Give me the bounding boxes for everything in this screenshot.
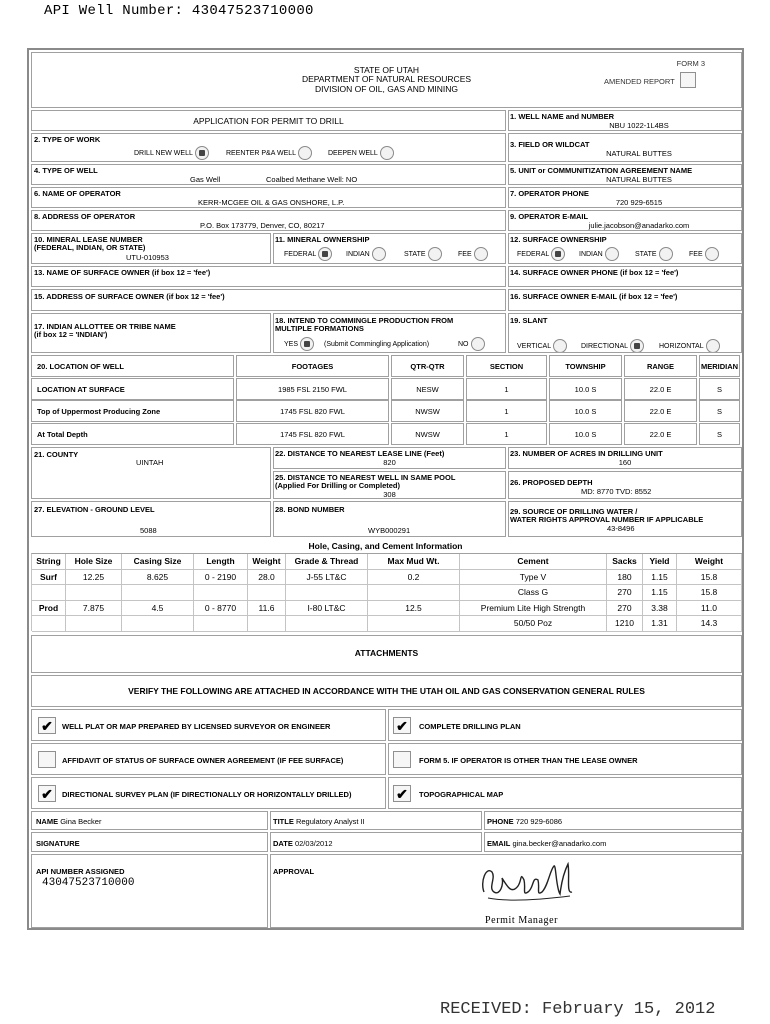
field-18-label-1: 18. INTEND TO COMMINGLE PRODUCTION FROM xyxy=(275,316,454,325)
lease-line-distance-value: 820 xyxy=(383,458,396,467)
field-27-label: 27. ELEVATION - GROUND LEVEL xyxy=(34,505,155,514)
attachment-1-label: WELL PLAT OR MAP PREPARED BY LICENSED SURVEYOR OR ENGINEER xyxy=(62,722,331,731)
reenter-label: REENTER P&A WELL xyxy=(226,149,297,157)
field-13-box xyxy=(31,266,506,287)
field-23-label: 23. NUMBER OF ACRES IN DRILLING UNIT xyxy=(510,449,663,458)
casing-cell: 15.8 xyxy=(677,585,742,601)
approval-label: APPROVAL xyxy=(273,867,315,876)
field-26-label: 26. PROPOSED DEPTH xyxy=(510,478,593,487)
location-header-cell: TOWNSHIP xyxy=(549,355,622,377)
casing-cell: 11.6 xyxy=(248,601,286,617)
email-label: EMAIL xyxy=(487,839,511,848)
signature-label: SIGNATURE xyxy=(36,839,80,848)
field-29-box xyxy=(508,501,742,537)
field-17-box xyxy=(31,313,271,353)
location-cell: 22.0 E xyxy=(624,423,697,445)
location-cell: LOCATION AT SURFACE xyxy=(31,378,234,400)
casing-cell: 1210 xyxy=(607,616,643,632)
drill-new-well-label: DRILL NEW WELL xyxy=(134,149,193,157)
elevation-value: 5088 xyxy=(140,526,157,535)
field-21-box xyxy=(31,447,271,499)
field-value: NATURAL BUTTES xyxy=(606,149,672,158)
field-3-label: 3. FIELD OR WILDCAT xyxy=(510,140,590,149)
attachment-5-checkbox[interactable]: ✔ xyxy=(38,785,56,802)
casing-cell: J-55 LT&C xyxy=(286,570,368,586)
casing-cell xyxy=(286,585,368,601)
casing-cell: 270 xyxy=(607,585,643,601)
attachment-5-label: DIRECTIONAL SURVEY PLAN (IF DIRECTIONALLY OR HORIZONTALLY DRILLED) xyxy=(62,790,352,799)
casing-row xyxy=(32,616,742,632)
field-2-box xyxy=(31,133,506,162)
field-19-box xyxy=(508,313,742,353)
form-3-frame xyxy=(27,48,744,930)
slant-horizontal-radio[interactable] xyxy=(706,339,720,353)
field-9-box xyxy=(508,210,742,231)
location-cell: 22.0 E xyxy=(624,378,697,400)
unit-value: NATURAL BUTTES xyxy=(606,175,672,184)
location-cell: 10.0 S xyxy=(549,400,622,422)
attachment-4-checkbox[interactable] xyxy=(393,751,411,768)
slant-directional-radio[interactable] xyxy=(630,339,644,353)
field-8-label: 8. ADDRESS OF OPERATOR xyxy=(34,212,136,221)
location-cell: 1 xyxy=(466,423,547,445)
casing-header-cell: Hole Size xyxy=(66,554,122,570)
location-cell: NESW xyxy=(391,378,464,400)
application-title: APPLICATION FOR PERMIT TO DRILL xyxy=(193,116,344,126)
location-row xyxy=(31,378,742,400)
mineral-fee-label: FEE xyxy=(458,250,472,258)
field-8-box xyxy=(31,210,506,231)
casing-header-cell: String xyxy=(32,554,66,570)
well-name-value: NBU 1022-1L4BS xyxy=(609,121,669,130)
water-rights-value: 43-8496 xyxy=(607,524,635,533)
casing-cell xyxy=(194,585,248,601)
field-1-label: 1. WELL NAME and NUMBER xyxy=(510,112,615,121)
surface-fee-label: FEE xyxy=(689,250,703,258)
operator-email-value: julie.jacobson@anadarko.com xyxy=(588,221,690,230)
casing-cell: 12.5 xyxy=(368,601,460,617)
date-value: 02/03/2012 xyxy=(294,839,333,848)
location-cell: NWSW xyxy=(391,400,464,422)
application-title-box xyxy=(31,110,506,131)
casing-cell xyxy=(66,585,122,601)
attachment-3-box xyxy=(31,743,386,775)
title-value: Regulatory Analyst II xyxy=(295,817,365,826)
nearest-well-distance-value: 308 xyxy=(383,490,396,499)
field-22-label: 22. DISTANCE TO NEAREST LEASE LINE (Feet) xyxy=(275,449,445,458)
field-26-box xyxy=(508,471,742,499)
mineral-federal-label: FEDERAL xyxy=(284,250,317,258)
field-25-label-1: 25. DISTANCE TO NEAREST WELL IN SAME POOL xyxy=(275,473,456,482)
casing-cell: 14.3 xyxy=(677,616,742,632)
field-6-label: 6. NAME OF OPERATOR xyxy=(34,189,121,198)
location-cell: 22.0 E xyxy=(624,400,697,422)
field-4-label: 4. TYPE OF WELL xyxy=(34,166,98,175)
date-box xyxy=(270,832,482,852)
field-11-box xyxy=(273,233,506,264)
field-6-box xyxy=(31,187,506,208)
attachment-6-checkbox[interactable]: ✔ xyxy=(393,785,411,802)
name-label: NAME xyxy=(36,817,59,826)
field-19-label: 19. SLANT xyxy=(510,316,548,325)
field-18-box xyxy=(273,313,506,353)
attachment-2-box xyxy=(388,709,742,741)
field-10-label-2: (FEDERAL, INDIAN, OR STATE) xyxy=(34,243,146,252)
title-label: TITLE xyxy=(273,817,294,826)
mineral-indian-label: INDIAN xyxy=(346,250,370,258)
casing-cell: 0 - 8770 xyxy=(194,601,248,617)
casing-header-cell: Weight xyxy=(677,554,742,570)
field-1-box xyxy=(508,110,742,131)
attachment-6-box xyxy=(388,777,742,809)
location-cell: S xyxy=(699,378,740,400)
api-assigned-box xyxy=(31,854,268,928)
location-cell: 1 xyxy=(466,400,547,422)
attachments-title-box xyxy=(31,635,742,673)
location-header-cell: 20. LOCATION OF WELL xyxy=(31,355,234,377)
attachment-1-checkbox[interactable]: ✔ xyxy=(38,717,56,734)
date-label: DATE xyxy=(273,839,293,848)
field-17-label-2: (if box 12 = 'INDIAN') xyxy=(34,330,108,339)
title-block xyxy=(31,52,742,108)
attachment-2-label: COMPLETE DRILLING PLAN xyxy=(419,722,521,731)
field-5-box xyxy=(508,164,742,185)
location-header-cell: QTR-QTR xyxy=(391,355,464,377)
name-box xyxy=(31,811,268,830)
county-value: UINTAH xyxy=(136,458,164,467)
casing-cell xyxy=(368,616,460,632)
api-assigned-value: 43047523710000 xyxy=(42,877,135,889)
field-9-label: 9. OPERATOR E-MAIL xyxy=(510,212,589,221)
commingle-yes-radio[interactable] xyxy=(300,337,314,351)
mineral-federal-radio[interactable] xyxy=(318,247,332,261)
casing-cell xyxy=(248,616,286,632)
surface-indian-label: INDIAN xyxy=(579,250,603,258)
received-stamp: RECEIVED: February 15, 2012 xyxy=(440,1000,716,1019)
casing-cell: Prod xyxy=(32,601,66,617)
field-16-box xyxy=(508,289,742,311)
field-4-box xyxy=(31,164,506,185)
casing-cell xyxy=(66,616,122,632)
field-27-box xyxy=(31,501,271,537)
reenter-radio[interactable] xyxy=(298,146,312,160)
field-3-box xyxy=(508,133,742,162)
field-29-label-1: 29. SOURCE OF DRILLING WATER / xyxy=(510,507,638,516)
permit-manager-label: Permit Manager xyxy=(485,915,559,926)
attachment-6-label: TOPOGRAPHICAL MAP xyxy=(419,790,504,799)
mineral-state-radio[interactable] xyxy=(428,247,442,261)
lease-number-value: UTU-010953 xyxy=(126,253,169,262)
casing-header-cell: Weight xyxy=(248,554,286,570)
casing-cell: 12.25 xyxy=(66,570,122,586)
casing-header-row xyxy=(32,554,742,570)
casing-cell xyxy=(122,585,194,601)
attachment-3-checkbox[interactable] xyxy=(38,751,56,768)
name-value: Gina Becker xyxy=(60,817,102,826)
field-23-box xyxy=(508,447,742,469)
surface-fee-radio[interactable] xyxy=(705,247,719,261)
location-cell: NWSW xyxy=(391,423,464,445)
casing-cell: 1.15 xyxy=(643,570,677,586)
casing-title: Hole, Casing, and Cement Information xyxy=(308,541,463,551)
casing-cell: 1.31 xyxy=(643,616,677,632)
operator-value: KERR-MCGEE OIL & GAS ONSHORE, L.P. xyxy=(198,198,345,207)
verify-statement: VERIFY THE FOLLOWING ARE ATTACHED IN ACCORDANCE WITH THE UTAH OIL AND GAS CONSERVATION GENERAL RULES xyxy=(128,686,645,696)
casing-header-cell: Sacks xyxy=(607,554,643,570)
phone-box xyxy=(484,811,742,830)
api-assigned-label: API NUMBER ASSIGNED xyxy=(36,867,125,876)
location-row xyxy=(31,423,742,445)
commingle-no-label: NO xyxy=(458,340,469,348)
casing-cell: Class G xyxy=(460,585,607,601)
signature-box xyxy=(31,832,268,852)
operator-phone-value: 720 929-6515 xyxy=(615,198,663,207)
surface-federal-label: FEDERAL xyxy=(517,250,550,258)
slant-vertical-label: VERTICAL xyxy=(517,342,552,350)
acres-value: 160 xyxy=(618,458,632,467)
location-cell: 10.0 S xyxy=(549,423,622,445)
field-12-label: 12. SURFACE OWNERSHIP xyxy=(510,235,607,244)
location-cell: Top of Uppermost Producing Zone xyxy=(31,400,234,422)
field-21-label: 21. COUNTY xyxy=(34,450,79,459)
casing-cell: 270 xyxy=(607,601,643,617)
location-header-cell: FOOTAGES xyxy=(236,355,389,377)
form-number: FORM 3 xyxy=(676,59,705,68)
location-cell: 1 xyxy=(466,378,547,400)
casing-cell xyxy=(32,585,66,601)
state-title: STATE OF UTAH xyxy=(353,65,420,75)
casing-cell: Premium Lite High Strength xyxy=(460,601,607,617)
field-14-label: 14. SURFACE OWNER PHONE (if box 12 = 'fee') xyxy=(510,268,679,277)
surface-indian-radio[interactable] xyxy=(605,247,619,261)
field-18-label-2: MULTIPLE FORMATIONS xyxy=(275,324,364,333)
casing-cell: 180 xyxy=(607,570,643,586)
attachment-4-box xyxy=(388,743,742,775)
mineral-state-label: STATE xyxy=(404,250,426,258)
approval-signature-image xyxy=(478,858,578,908)
attachments-title: ATTACHMENTS xyxy=(354,648,419,658)
casing-cell: 0 - 2190 xyxy=(194,570,248,586)
casing-row xyxy=(32,570,742,586)
field-12-box xyxy=(508,233,742,264)
location-header-row xyxy=(31,355,742,377)
field-25-box xyxy=(273,471,506,499)
casing-cell: I-80 LT&C xyxy=(286,601,368,617)
location-row xyxy=(31,400,742,422)
location-cell: 10.0 S xyxy=(549,378,622,400)
attachment-1-box xyxy=(31,709,386,741)
location-cell: 1745 FSL 820 FWL xyxy=(236,400,389,422)
amended-report-label: AMENDED REPORT xyxy=(604,77,675,86)
email-box xyxy=(484,832,742,852)
field-15-box xyxy=(31,289,506,311)
bond-number-value: WYB000291 xyxy=(368,526,411,535)
casing-header-cell: Cement xyxy=(460,554,607,570)
casing-cell: Surf xyxy=(32,570,66,586)
field-28-box xyxy=(273,501,506,537)
surface-state-radio[interactable] xyxy=(659,247,673,261)
surface-federal-radio[interactable] xyxy=(551,247,565,261)
field-29-label-2: WATER RIGHTS APPROVAL NUMBER IF APPLICABLE xyxy=(510,515,704,524)
casing-cell: 1.15 xyxy=(643,585,677,601)
slant-directional-label: DIRECTIONAL xyxy=(581,342,629,350)
location-cell: 1985 FSL 2150 FWL xyxy=(236,378,389,400)
location-header-cell: RANGE xyxy=(624,355,697,377)
field-7-label: 7. OPERATOR PHONE xyxy=(510,189,589,198)
email-value: gina.becker@anadarko.com xyxy=(512,839,607,848)
dept-title: DEPARTMENT OF NATURAL RESOURCES xyxy=(301,74,472,84)
field-25-label-2: (Applied For Drilling or Completed) xyxy=(275,481,400,490)
proposed-depth-value: MD: 8770 TVD: 8552 xyxy=(581,487,652,496)
mineral-indian-radio[interactable] xyxy=(372,247,386,261)
casing-header-cell: Yield xyxy=(643,554,677,570)
location-cell: At Total Depth xyxy=(31,423,234,445)
commingle-yes-label: YES xyxy=(284,340,299,348)
field-5-label: 5. UNIT or COMMUNITIZATION AGREEMENT NAME xyxy=(510,166,693,175)
field-17-label-1: 17. INDIAN ALLOTTEE OR TRIBE NAME xyxy=(34,322,176,331)
casing-cell xyxy=(368,585,460,601)
casing-cell xyxy=(194,616,248,632)
mineral-fee-radio[interactable] xyxy=(474,247,488,261)
casing-cell: 28.0 xyxy=(248,570,286,586)
field-10-box xyxy=(31,233,271,264)
casing-table xyxy=(31,553,742,631)
deepen-label: DEEPEN WELL xyxy=(328,149,378,157)
casing-header-cell: Max Mud Wt. xyxy=(368,554,460,570)
field-2-label: 2. TYPE OF WORK xyxy=(34,135,101,144)
casing-header-cell: Length xyxy=(194,554,248,570)
attachment-2-checkbox[interactable]: ✔ xyxy=(393,717,411,734)
casing-cell: 8.625 xyxy=(122,570,194,586)
phone-label: PHONE xyxy=(487,817,514,826)
location-cell: 1745 FSL 820 FWL xyxy=(236,423,389,445)
attachment-4-label: FORM 5. IF OPERATOR IS OTHER THAN THE LEASE OWNER xyxy=(419,756,638,765)
field-11-label: 11. MINERAL OWNERSHIP xyxy=(275,235,370,244)
location-header-cell: MERIDIAN xyxy=(699,355,740,377)
field-15-label: 15. ADDRESS OF SURFACE OWNER (if box 12 = 'fee') xyxy=(34,292,225,301)
casing-cell xyxy=(32,616,66,632)
slant-vertical-radio[interactable] xyxy=(553,339,567,353)
casing-cell: 15.8 xyxy=(677,570,742,586)
api-well-number-header: API Well Number: 43047523710000 xyxy=(44,3,314,19)
field-28-label: 28. BOND NUMBER xyxy=(275,505,345,514)
location-header-cell: SECTION xyxy=(466,355,547,377)
commingle-note: (Submit Commingling Application) xyxy=(324,341,430,348)
operator-address-value: P.O. Box 173779, Denver, CO, 80217 xyxy=(200,221,325,230)
amended-report-checkbox[interactable] xyxy=(680,72,696,88)
casing-cell xyxy=(286,616,368,632)
casing-cell: Type V xyxy=(460,570,607,586)
casing-cell: 0.2 xyxy=(368,570,460,586)
casing-cell xyxy=(248,585,286,601)
casing-row xyxy=(32,585,742,601)
field-7-box xyxy=(508,187,742,208)
location-table xyxy=(31,355,742,445)
field-14-box xyxy=(508,266,742,287)
casing-cell: 3.38 xyxy=(643,601,677,617)
location-cell: S xyxy=(699,400,740,422)
commingle-no-radio[interactable] xyxy=(471,337,485,351)
casing-cell: 7.875 xyxy=(66,601,122,617)
casing-cell: 4.5 xyxy=(122,601,194,617)
location-cell: S xyxy=(699,423,740,445)
field-22-box xyxy=(273,447,506,469)
casing-header-cell: Casing Size xyxy=(122,554,194,570)
verify-box xyxy=(31,675,742,707)
well-type-value: Gas Well xyxy=(190,175,221,184)
phone-value: 720 929-6086 xyxy=(515,817,563,826)
casing-cell: 50/50 Poz xyxy=(460,616,607,632)
slant-horizontal-label: HORIZONTAL xyxy=(659,342,704,350)
casing-header-cell: Grade & Thread xyxy=(286,554,368,570)
casing-row xyxy=(32,601,742,617)
casing-cell xyxy=(122,616,194,632)
casing-cell: 11.0 xyxy=(677,601,742,617)
deepen-radio[interactable] xyxy=(380,146,394,160)
field-10-label-1: 10. MINERAL LEASE NUMBER xyxy=(34,235,143,244)
surface-state-label: STATE xyxy=(635,250,657,258)
title-box xyxy=(270,811,482,830)
attachment-3-label: AFFIDAVIT OF STATUS OF SURFACE OWNER AGREEMENT (IF FEE SURFACE) xyxy=(62,756,344,765)
coalbed-value: Coalbed Methane Well: NO xyxy=(266,175,358,184)
field-13-label: 13. NAME OF SURFACE OWNER (if box 12 = 'fee') xyxy=(34,268,211,277)
division-title: DIVISION OF OIL, GAS AND MINING xyxy=(314,84,459,94)
attachment-5-box xyxy=(31,777,386,809)
drill-new-well-radio[interactable] xyxy=(195,146,209,160)
field-16-label: 16. SURFACE OWNER E-MAIL (if box 12 = 'fee') xyxy=(510,292,678,301)
